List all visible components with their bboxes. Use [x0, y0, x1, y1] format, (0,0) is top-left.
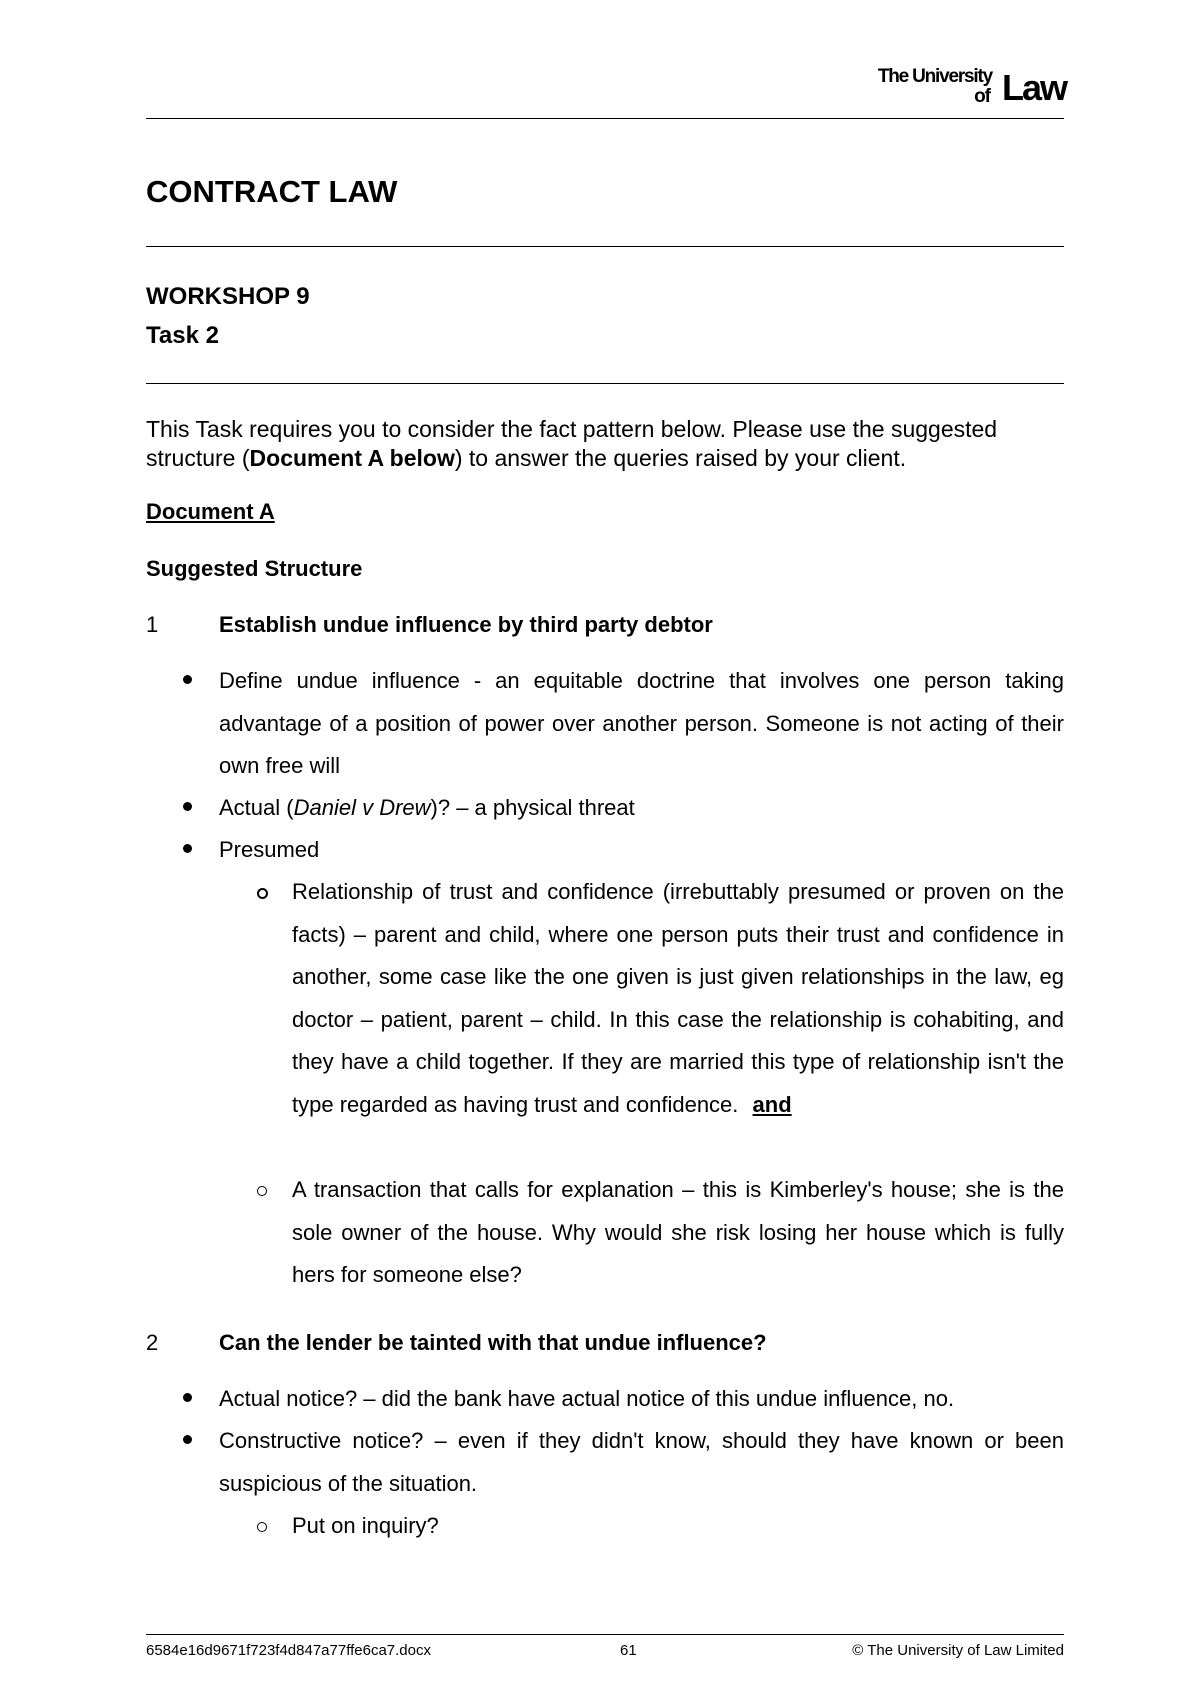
bullet-icon [183, 844, 192, 853]
header-divider [146, 118, 1064, 119]
bullet-icon [183, 1435, 192, 1444]
task-divider [146, 383, 1064, 384]
sub-relationship-text: Relationship of trust and confidence (irrebuttably presumed or proven on the facts) – parent and child, where one person puts their trust and confidence in another, some case like the one given is just given relationships in the law, eg doctor – patient, parent – child. In this case the relationship is cohabiting, and they have a child together. If they are married this type of relationship isn't the type regarded as having trust and confidence. [292, 879, 1064, 1117]
sub-bullet-icon [257, 888, 268, 899]
logo-line-3: Law [1001, 67, 1066, 108]
bullet-define-text: Define undue influence - an equitable doctrine that involves one person taking advantage of a position of power over another person. Someone is not acting of their own free will [219, 668, 1064, 778]
bullet-actual [219, 787, 1064, 830]
intro-paragraph [146, 415, 1066, 473]
sub-inquiry-text: Put on inquiry? [292, 1513, 439, 1538]
sub-bullet-transaction [292, 1169, 1064, 1297]
document-heading: Document A [146, 499, 275, 524]
footer-filename: 6584e16d9671f723f4d847a77ffe6ca7.docx [146, 1642, 431, 1659]
sub-bullet-icon [257, 1186, 267, 1196]
logo-line-1: The University [877, 66, 992, 87]
footer-page-number: 61 [620, 1642, 637, 1659]
footer-divider [146, 1634, 1064, 1635]
workshop-heading: WORKSHOP 9 [146, 283, 310, 310]
task-heading: Task 2 [146, 322, 219, 349]
bullet-actual-notice-text: Actual notice? – did the bank have actual notice of this undue influence, no. [219, 1386, 955, 1411]
university-logo [860, 64, 1066, 110]
structure-heading: Suggested Structure [146, 556, 363, 581]
bullet-actual-post: )? – a physical threat [430, 795, 635, 820]
bullet-icon [183, 675, 192, 684]
bullet-actual-notice [219, 1378, 1064, 1421]
bullet-presumed [219, 829, 1064, 872]
page-title: CONTRACT LAW [146, 174, 398, 209]
sub-relationship-and: and [752, 1091, 792, 1117]
sub-transaction-text: A transaction that calls for explanation – this is Kimberley's house; she is the sole owner of the house. Why would she risk losing her house which is fully hers for someone else? [292, 1177, 1064, 1287]
bullet-actual-pre: Actual ( [219, 795, 294, 820]
intro-text-1: This Task requires you to consider the fact pattern below. Please use the suggested structure ( [146, 416, 998, 471]
intro-bold: Document A below [249, 445, 455, 471]
sub-bullet-icon [257, 1522, 267, 1532]
intro-text-2: ) to answer the queries raised by your client. [454, 445, 907, 471]
section-1-number: 1 [146, 612, 159, 637]
bullet-constructive-notice [219, 1420, 1064, 1505]
sub-bullet-relationship [292, 871, 1064, 1126]
title-divider [146, 246, 1064, 247]
bullet-define [219, 660, 1064, 788]
bullet-icon [183, 1393, 192, 1402]
bullet-icon [183, 802, 192, 811]
sub-bullet-inquiry [292, 1505, 1064, 1548]
bullet-constructive-text: Constructive notice? – even if they didn't know, should they have known or been suspicious of the situation. [219, 1428, 1064, 1496]
bullet-presumed-text: Presumed [219, 837, 320, 862]
section-2-number: 2 [146, 1330, 159, 1355]
logo-line-2: of [974, 86, 990, 107]
section-2-heading: Can the lender be tainted with that undue influence? [219, 1330, 767, 1355]
case-name: Daniel v Drew [293, 795, 431, 820]
section-1-heading: Establish undue influence by third party debtor [219, 612, 713, 637]
footer-copyright: © The University of Law Limited [852, 1642, 1064, 1659]
